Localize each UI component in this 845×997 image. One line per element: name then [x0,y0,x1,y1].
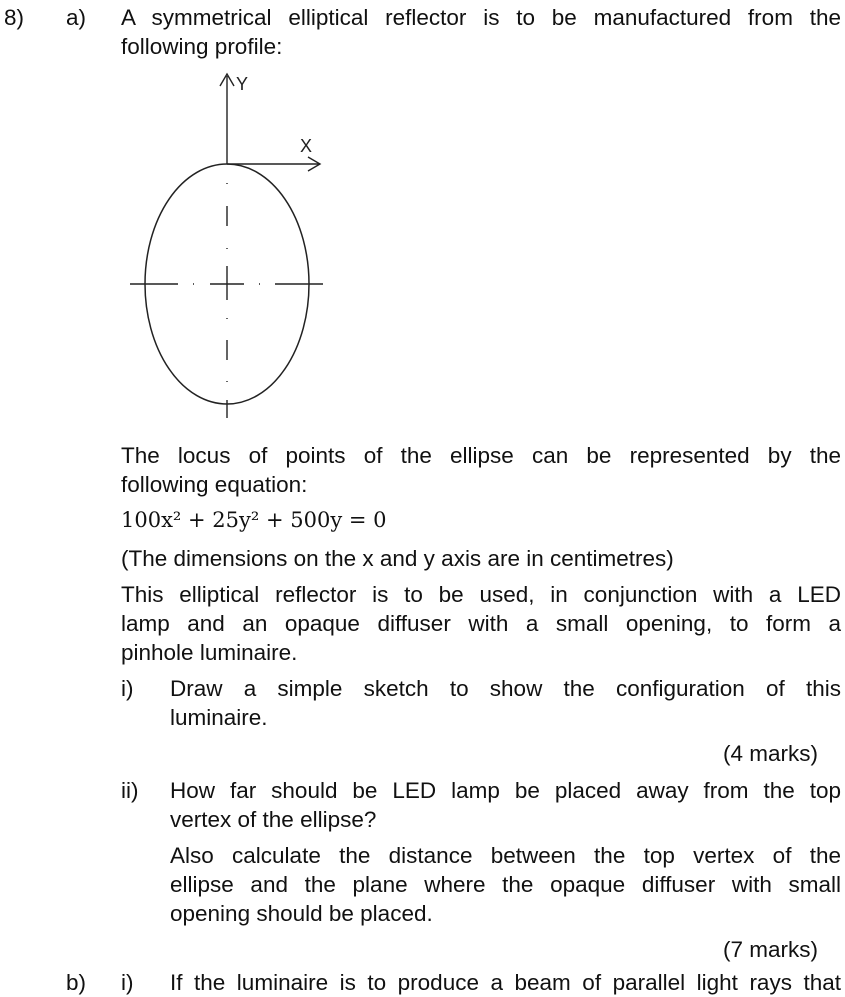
part-a-label: a) [66,5,87,30]
ellipse-profile-figure [120,62,340,432]
usage-line-3: pinhole luminaire. [121,640,298,665]
dimensions-note: (The dimensions on the x and y axis are in centimetres) [121,546,674,571]
usage-line-1: This elliptical reflector is to be used, in conjunction with a LED [121,582,841,607]
sub-ii-line-1: How far should be LED lamp be placed away from the top [170,778,841,803]
sub-ii-marks: (7 marks) [723,937,818,962]
usage-line-2: lamp and an opaque diffuser with a small opening, to form a [121,611,841,636]
sub-i-marks: (4 marks) [723,741,818,766]
sub-ii-line-3: Also calculate the distance between the top vertex of the [170,843,841,868]
intro-line-1: A symmetrical elliptical reflector is to be manufactured from the [121,5,841,30]
sub-i-label: i) [121,676,134,701]
part-b-label: b) [66,970,87,995]
question-number: 8) [4,5,25,30]
sub-ii-line-5: opening should be placed. [170,901,433,926]
intro-line-2: following profile: [121,34,283,59]
sub-ii-line-4: ellipse and the plane where the opaque diffuser with small [170,872,841,897]
locus-line-1: The locus of points of the ellipse can be represented by the [121,443,841,468]
y-axis-label: Y [236,74,249,94]
sub-ii-line-2: vertex of the ellipse? [170,807,377,832]
x-axis-label: X [300,136,313,156]
part-b-line-1: If the luminaire is to produce a beam of parallel light rays that [170,970,841,995]
sub-ii-label: ii) [121,778,139,803]
sub-i-line-2: luminaire. [170,705,268,730]
sub-i-line-1: Draw a simple sketch to show the configuration of this [170,676,841,701]
locus-line-2: following equation: [121,472,308,497]
ellipse-equation: 100x² + 25y² + 500y = 0 [121,508,387,532]
part-b-sub-i-label: i) [121,970,134,995]
